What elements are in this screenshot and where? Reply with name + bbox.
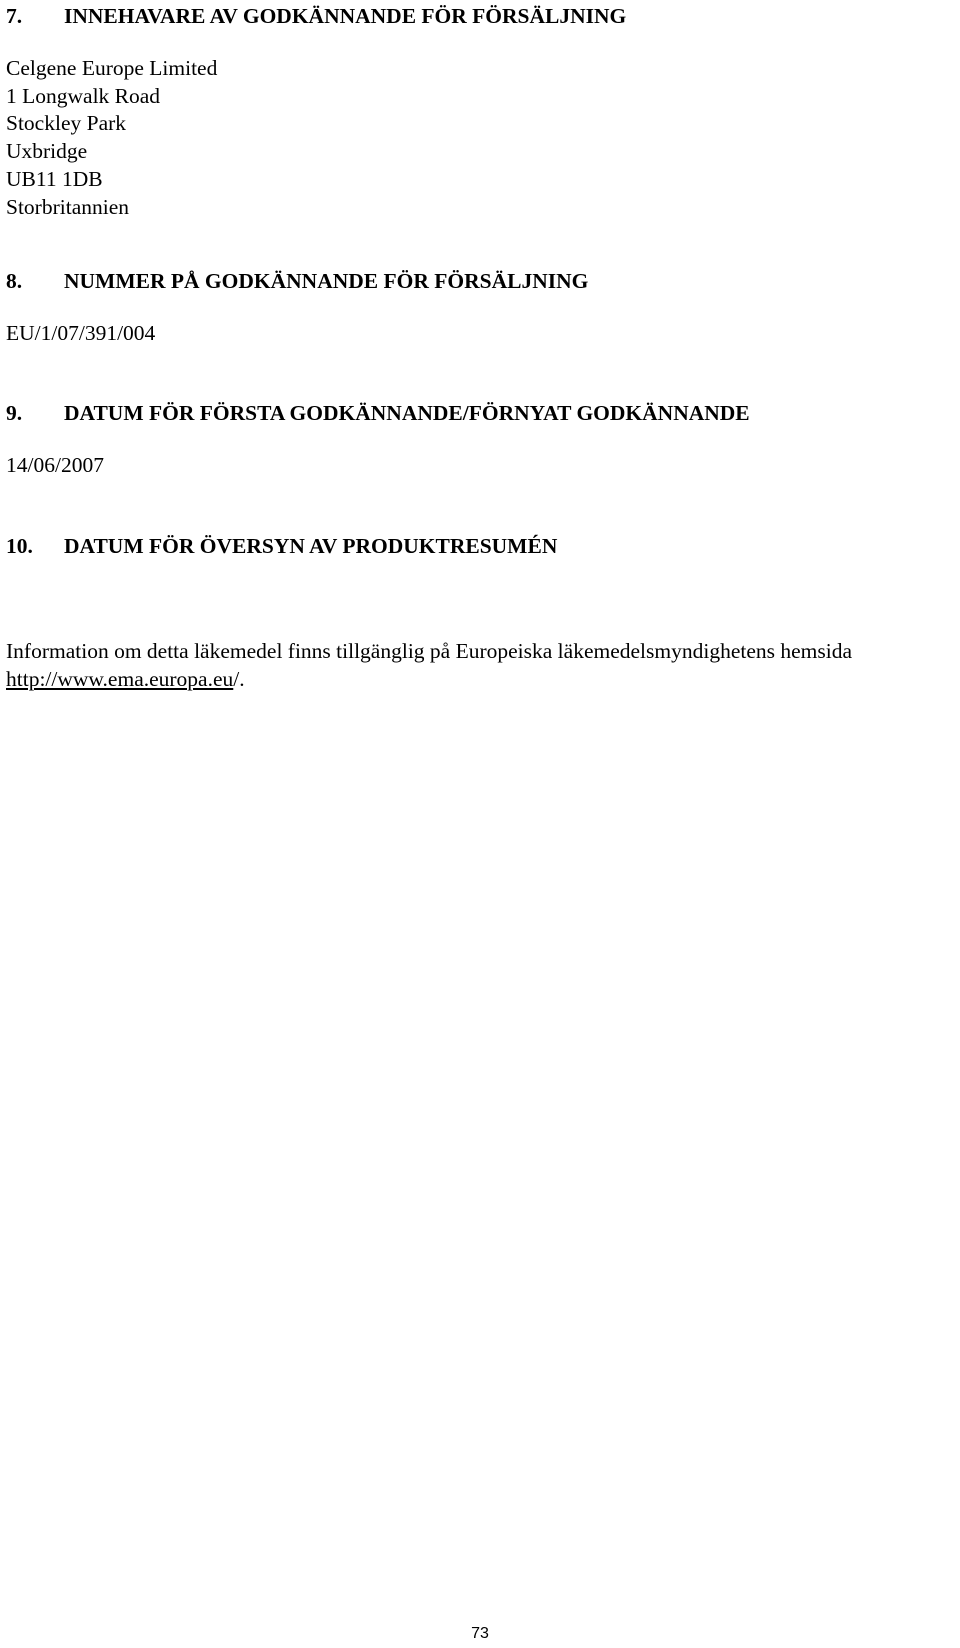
section-title: DATUM FÖR FÖRSTA GODKÄNNANDE/FÖRNYAT GODKÄNNANDE	[64, 401, 750, 425]
information-link-line	[6, 666, 852, 694]
ema-website-link[interactable]: http://www.ema.europa.eu	[6, 666, 234, 691]
link-trailing-text: /.	[233, 666, 245, 691]
address-line: UB11 1DB	[6, 166, 103, 191]
address-line: Celgene Europe Limited	[6, 56, 218, 80]
address-line: Storbritannien	[6, 194, 130, 219]
authorisation-number: EU/1/07/391/004	[6, 321, 156, 345]
section-7-heading	[6, 2, 626, 30]
section-title: DATUM FÖR ÖVERSYN AV PRODUKTRESUMÉN	[64, 534, 558, 558]
section-9-heading	[6, 399, 750, 427]
section-title: NUMMER PÅ GODKÄNNANDE FÖR FÖRSÄLJNING	[64, 269, 589, 293]
information-paragraph	[6, 638, 852, 693]
marketing-authorisation-holder-address	[6, 55, 217, 221]
section-number: 7.	[6, 4, 23, 28]
address-line: Stockley Park	[6, 111, 127, 136]
address-line: Uxbridge	[6, 139, 88, 164]
section-number: 10.	[6, 534, 33, 558]
section-8-heading	[6, 267, 588, 295]
section-title: INNEHAVARE AV GODKÄNNANDE FÖR FÖRSÄLJNING	[64, 4, 627, 28]
address-line: 1 Longwalk Road	[6, 83, 161, 108]
section-number: 9.	[6, 401, 23, 425]
section-number: 8.	[6, 269, 23, 293]
section-10-heading	[6, 532, 557, 560]
information-text: Information om detta läkemedel finns tillgänglig på Europeiska läkemedelsmyndighetens hemsida	[6, 639, 853, 663]
page-number: 73	[471, 1625, 489, 1642]
first-authorisation-date: 14/06/2007	[6, 453, 104, 477]
